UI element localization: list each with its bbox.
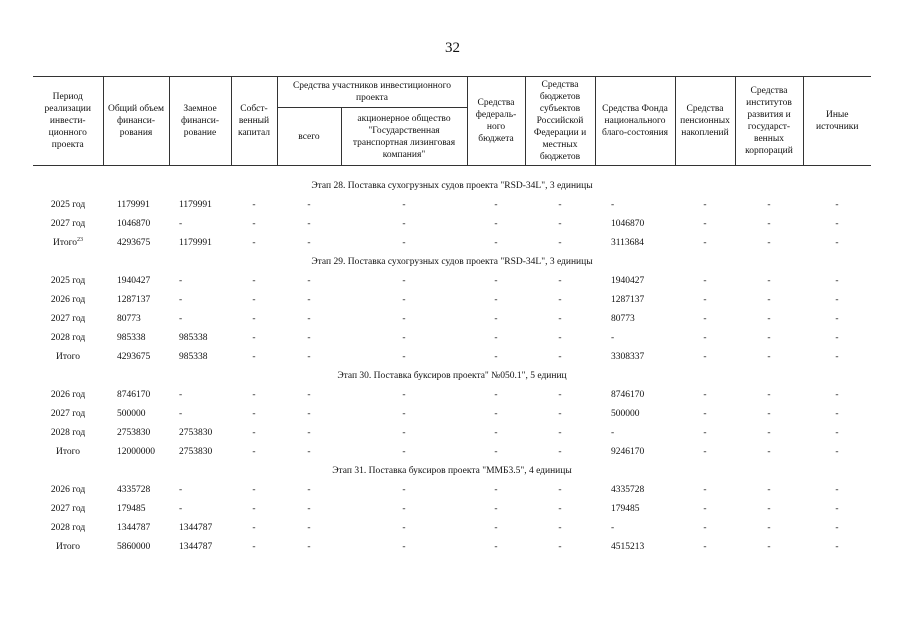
cell-federal: - — [494, 389, 498, 400]
cell-pension: - — [703, 313, 707, 324]
cell-other: - — [835, 484, 839, 495]
cell-pension: - — [703, 503, 707, 514]
cell-gtlk: - — [402, 332, 406, 343]
cell-other: - — [835, 503, 839, 514]
table-row — [33, 290, 871, 309]
cell-all: - — [307, 218, 311, 229]
page-number: 32 — [445, 40, 460, 56]
period-label: Итого — [55, 351, 81, 362]
cell-pension: - — [703, 541, 707, 552]
cell-fond: 80773 — [611, 313, 635, 324]
cell-pension: - — [703, 446, 707, 457]
cell-pension: - — [703, 351, 707, 362]
cell-all: - — [307, 484, 311, 495]
header-total: Общий объем финанси-рования — [103, 77, 169, 166]
cell-total: 5860000 — [117, 541, 151, 552]
cell-total: 1940427 — [117, 275, 151, 286]
cell-federal: - — [494, 522, 498, 533]
cell-gtlk: - — [402, 541, 406, 552]
cell-fond: 3113684 — [611, 237, 644, 248]
cell-fond: - — [611, 332, 615, 343]
cell-pension: - — [703, 237, 707, 248]
financing-table — [33, 76, 871, 556]
header-own: Собст-венный капитал — [231, 77, 277, 166]
header-loan: Заемное финанси-рование — [169, 77, 231, 166]
cell-period — [33, 290, 103, 309]
cell-regional: - — [558, 199, 562, 210]
cell-total: 985338 — [117, 332, 146, 343]
cell-all: - — [307, 294, 311, 305]
cell-own: - — [252, 522, 256, 533]
cell-institutes: - — [767, 446, 771, 457]
cell-fond: 500000 — [611, 408, 640, 419]
period-label: 2027 год — [50, 313, 86, 324]
cell-loan: - — [179, 503, 183, 514]
cell-all: - — [307, 427, 311, 438]
cell-institutes: - — [767, 389, 771, 400]
cell-all: - — [307, 522, 311, 533]
table-row — [33, 385, 871, 404]
cell-other: - — [835, 218, 839, 229]
cell-total: 1344787 — [117, 522, 151, 533]
cell-gtlk: - — [402, 446, 406, 457]
cell-federal: - — [494, 199, 498, 210]
cell-fond: 1046870 — [611, 218, 645, 229]
cell-regional: - — [558, 218, 562, 229]
cell-total: 179485 — [117, 503, 146, 514]
cell-all: - — [307, 351, 311, 362]
stage-title-row — [33, 176, 871, 195]
table-row — [33, 518, 871, 537]
header-gap-cell — [33, 166, 871, 177]
cell-institutes: - — [767, 332, 771, 343]
cell-period — [33, 499, 103, 518]
period-label: 2025 год — [50, 199, 86, 210]
cell-own: - — [252, 218, 256, 229]
cell-period — [33, 233, 103, 252]
cell-other: - — [835, 199, 839, 210]
cell-own: - — [252, 351, 256, 362]
cell-gtlk: - — [402, 389, 406, 400]
cell-fond: 1287137 — [611, 294, 645, 305]
cell-gtlk: - — [402, 275, 406, 286]
period-label: 2028 год — [50, 332, 86, 343]
cell-all: - — [307, 446, 311, 457]
period-label: Итого — [52, 237, 78, 248]
cell-loan: 2753830 — [179, 427, 213, 438]
cell-gtlk: - — [402, 294, 406, 305]
cell-regional: - — [558, 294, 562, 305]
table-row — [33, 195, 871, 214]
period-label: 2028 год — [50, 522, 86, 533]
cell-period — [33, 309, 103, 328]
cell-loan: - — [179, 389, 183, 400]
cell-fond: 4515213 — [611, 541, 645, 552]
stage-title: Этап 30. Поставка буксиров проекта" №050.1", 5 единиц — [337, 370, 567, 381]
cell-period — [33, 518, 103, 537]
cell-total: 12000000 — [117, 446, 155, 457]
cell-other: - — [835, 427, 839, 438]
table-row — [33, 499, 871, 518]
cell-all: - — [307, 503, 311, 514]
cell-fond: 8746170 — [611, 389, 645, 400]
cell-gtlk: - — [402, 408, 406, 419]
cell-federal: - — [494, 446, 498, 457]
cell-institutes: - — [767, 522, 771, 533]
footnote-mark: 23 — [77, 236, 84, 243]
header-gtlk: акционерное общество "Государственная транспортная лизинговая компания" — [341, 108, 467, 166]
cell-fond: - — [611, 522, 615, 533]
cell-gtlk: - — [402, 503, 406, 514]
cell-other: - — [835, 446, 839, 457]
period-label: 2027 год — [50, 408, 86, 419]
cell-loan: 2753830 — [179, 446, 213, 457]
cell-all: - — [307, 237, 311, 248]
table-row — [33, 537, 871, 556]
cell-gtlk: - — [402, 484, 406, 495]
cell-loan: - — [179, 275, 183, 286]
cell-institutes: - — [767, 199, 771, 210]
cell-own: - — [252, 237, 256, 248]
table-row — [33, 309, 871, 328]
period-label: Итого — [55, 541, 81, 552]
table-row — [33, 214, 871, 233]
cell-pension: - — [703, 218, 707, 229]
table-row — [33, 442, 871, 461]
cell-regional: - — [558, 351, 562, 362]
cell-other: - — [835, 237, 839, 248]
cell-total: 4293675 — [117, 351, 151, 362]
cell-other: - — [835, 332, 839, 343]
table-row — [33, 271, 871, 290]
cell-federal: - — [494, 427, 498, 438]
table-row — [33, 404, 871, 423]
period-label: 2028 год — [50, 427, 86, 438]
cell-all: - — [307, 541, 311, 552]
cell-gtlk: - — [402, 218, 406, 229]
cell-pension: - — [703, 275, 707, 286]
cell-institutes: - — [767, 427, 771, 438]
cell-own: - — [252, 427, 256, 438]
period-label: 2026 год — [50, 484, 86, 495]
cell-other: - — [835, 389, 839, 400]
period-label: 2025 год — [50, 275, 86, 286]
cell-pension: - — [703, 332, 707, 343]
period-label: 2027 год — [50, 503, 86, 514]
cell-regional: - — [558, 275, 562, 286]
cell-federal: - — [494, 351, 498, 362]
cell-other: - — [835, 313, 839, 324]
cell-own: - — [252, 408, 256, 419]
cell-fond: - — [611, 199, 615, 210]
cell-loan: 1344787 — [179, 522, 213, 533]
cell-all: - — [307, 408, 311, 419]
table-header — [33, 77, 871, 166]
cell-regional: - — [558, 503, 562, 514]
cell-institutes: - — [767, 275, 771, 286]
cell-federal: - — [494, 313, 498, 324]
stage-title-row — [33, 461, 871, 480]
cell-period — [33, 404, 103, 423]
cell-federal: - — [494, 237, 498, 248]
cell-gtlk: - — [402, 237, 406, 248]
table-row — [33, 328, 871, 347]
cell-institutes: - — [767, 218, 771, 229]
cell-fond: 4335728 — [611, 484, 645, 495]
cell-regional: - — [558, 408, 562, 419]
cell-institutes: - — [767, 237, 771, 248]
cell-regional: - — [558, 389, 562, 400]
cell-regional: - — [558, 237, 562, 248]
cell-federal: - — [494, 541, 498, 552]
stage-title: Этап 31. Поставка буксиров проекта "ММБ3.5", 4 единицы — [332, 465, 572, 476]
cell-period — [33, 347, 103, 366]
stage-title: Этап 29. Поставка сухогрузных судов проекта "RSD-34L", 3 единицы — [311, 256, 593, 267]
cell-total: 8746170 — [117, 389, 151, 400]
cell-all: - — [307, 389, 311, 400]
cell-other: - — [835, 541, 839, 552]
cell-regional: - — [558, 313, 562, 324]
cell-loan: - — [179, 218, 183, 229]
cell-other: - — [835, 275, 839, 286]
cell-own: - — [252, 313, 256, 324]
cell-fond: - — [611, 427, 615, 438]
cell-period — [33, 271, 103, 290]
cell-regional: - — [558, 446, 562, 457]
cell-regional: - — [558, 427, 562, 438]
cell-pension: - — [703, 427, 707, 438]
cell-loan: 1179991 — [179, 237, 212, 248]
cell-own: - — [252, 275, 256, 286]
cell-loan: 1344787 — [179, 541, 213, 552]
cell-period — [33, 423, 103, 442]
cell-gtlk: - — [402, 199, 406, 210]
cell-loan: 985338 — [179, 351, 208, 362]
cell-total: 4293675 — [117, 237, 151, 248]
cell-gtlk: - — [402, 313, 406, 324]
cell-period — [33, 214, 103, 233]
cell-institutes: - — [767, 294, 771, 305]
cell-total: 2753830 — [117, 427, 151, 438]
cell-pension: - — [703, 408, 707, 419]
cell-all: - — [307, 332, 311, 343]
cell-total: 1287137 — [117, 294, 151, 305]
cell-total: 1046870 — [117, 218, 151, 229]
cell-total: 1179991 — [117, 199, 150, 210]
stage-title-row — [33, 252, 871, 271]
cell-federal: - — [494, 503, 498, 514]
cell-own: - — [252, 446, 256, 457]
table-row — [33, 423, 871, 442]
cell-gtlk: - — [402, 522, 406, 533]
cell-regional: - — [558, 541, 562, 552]
cell-other: - — [835, 522, 839, 533]
cell-own: - — [252, 332, 256, 343]
stage-title-row — [33, 366, 871, 385]
cell-institutes: - — [767, 408, 771, 419]
period-label: 2026 год — [50, 389, 86, 400]
cell-federal: - — [494, 275, 498, 286]
header-participants-all: всего — [277, 108, 341, 166]
cell-regional: - — [558, 522, 562, 533]
cell-federal: - — [494, 484, 498, 495]
cell-period — [33, 442, 103, 461]
period-label: Итого — [55, 446, 81, 457]
table-row — [33, 347, 871, 366]
cell-fond: 1940427 — [611, 275, 645, 286]
cell-total: 80773 — [117, 313, 141, 324]
cell-period — [33, 480, 103, 499]
cell-loan: 1179991 — [179, 199, 212, 210]
cell-pension: - — [703, 522, 707, 533]
header-pension: Средства пенсионных накоплений — [675, 77, 735, 166]
period-label: 2026 год — [50, 294, 86, 305]
cell-institutes: - — [767, 503, 771, 514]
cell-loan: - — [179, 408, 183, 419]
cell-own: - — [252, 484, 256, 495]
cell-period — [33, 537, 103, 556]
table-row — [33, 480, 871, 499]
cell-total: 4335728 — [117, 484, 151, 495]
cell-own: - — [252, 541, 256, 552]
stage-title: Этап 28. Поставка сухогрузных судов проекта "RSD-34L", 3 единицы — [311, 180, 593, 191]
cell-own: - — [252, 389, 256, 400]
cell-pension: - — [703, 484, 707, 495]
cell-pension: - — [703, 389, 707, 400]
header-gap — [33, 166, 871, 177]
cell-federal: - — [494, 294, 498, 305]
cell-other: - — [835, 351, 839, 362]
table-body — [33, 166, 871, 557]
cell-federal: - — [494, 218, 498, 229]
cell-institutes: - — [767, 484, 771, 495]
period-label: 2027 год — [50, 218, 86, 229]
cell-federal: - — [494, 332, 498, 343]
cell-institutes: - — [767, 541, 771, 552]
cell-regional: - — [558, 484, 562, 495]
cell-pension: - — [703, 294, 707, 305]
header-regional: Средства бюджетов субъектов Российской Федерации и местных бюджетов — [525, 77, 595, 166]
cell-total: 500000 — [117, 408, 146, 419]
header-period: Период реализации инвести-ционного проекта — [33, 77, 103, 166]
cell-gtlk: - — [402, 351, 406, 362]
cell-loan: - — [179, 294, 183, 305]
financing-table-wrap — [33, 76, 871, 556]
header-institutes: Средства институтов развития и государст-венных корпораций — [735, 77, 803, 166]
cell-fond: 9246170 — [611, 446, 645, 457]
cell-own: - — [252, 199, 256, 210]
cell-loan: 985338 — [179, 332, 208, 343]
cell-loan: - — [179, 484, 183, 495]
cell-other: - — [835, 408, 839, 419]
header-participants: Средства участников инвестиционного проекта — [277, 77, 467, 108]
cell-period — [33, 328, 103, 347]
cell-all: - — [307, 199, 311, 210]
header-fond: Средства Фонда национального благо-состояния — [595, 77, 675, 166]
cell-period — [33, 385, 103, 404]
header-other: Иные источники — [803, 77, 871, 166]
table-row — [33, 233, 871, 252]
cell-all: - — [307, 275, 311, 286]
cell-institutes: - — [767, 313, 771, 324]
cell-gtlk: - — [402, 427, 406, 438]
cell-fond: 3308337 — [611, 351, 645, 362]
cell-pension: - — [703, 199, 707, 210]
cell-period — [33, 195, 103, 214]
cell-own: - — [252, 503, 256, 514]
cell-federal: - — [494, 408, 498, 419]
cell-own: - — [252, 294, 256, 305]
cell-all: - — [307, 313, 311, 324]
cell-regional: - — [558, 332, 562, 343]
cell-loan: - — [179, 313, 183, 324]
cell-institutes: - — [767, 351, 771, 362]
header-federal: Средства федераль-ного бюджета — [467, 77, 525, 166]
cell-fond: 179485 — [611, 503, 640, 514]
cell-other: - — [835, 294, 839, 305]
